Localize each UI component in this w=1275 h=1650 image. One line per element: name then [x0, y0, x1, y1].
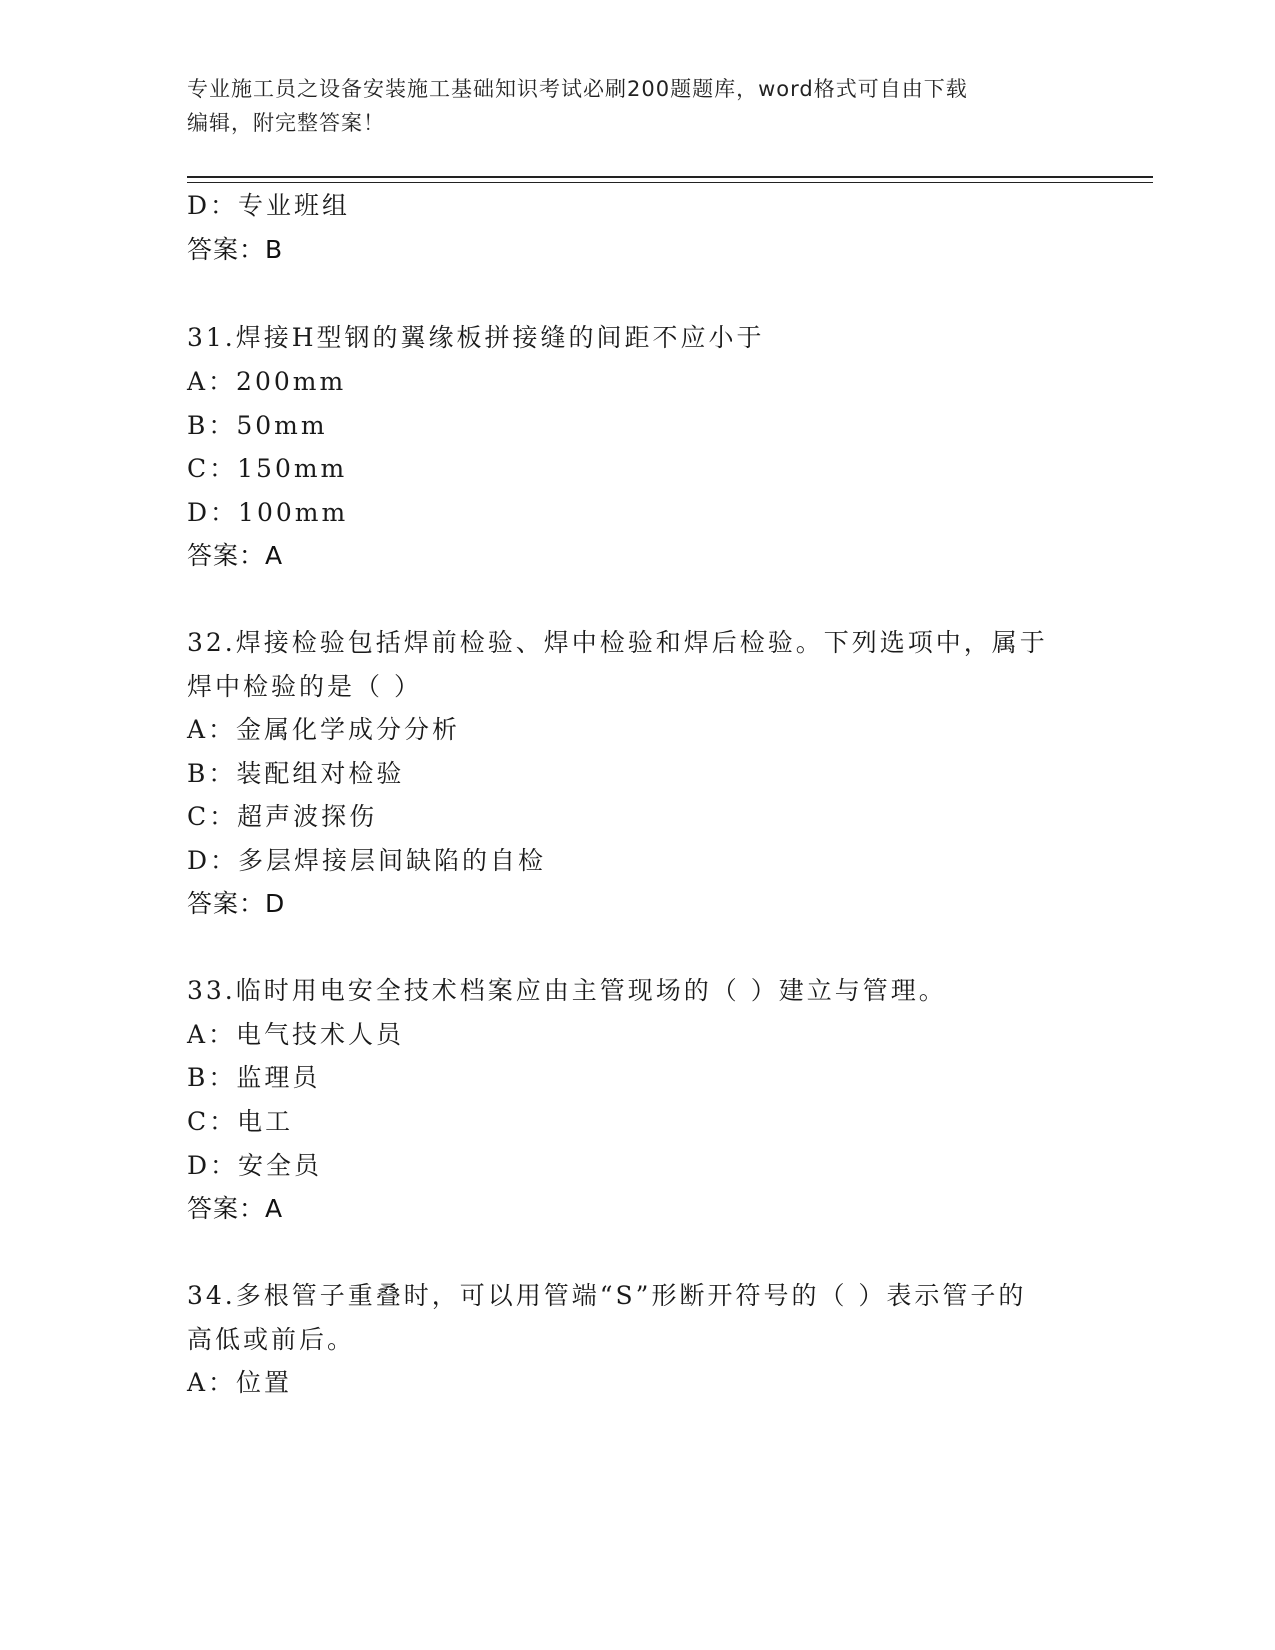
option-c: C：电工 — [187, 1107, 294, 1136]
question-stem-line-1: 32.焊接检验包括焊前检验、焊中检验和焊后检验。下列选项中，属于 — [187, 628, 1048, 657]
question-stem: 31.焊接H型钢的翼缘板拼接缝的间距不应小于 — [187, 323, 765, 352]
option-d: D：100mm — [187, 498, 349, 527]
question-stem-line-2: 高低或前后。 — [187, 1325, 356, 1354]
answer: 答案：D — [187, 889, 286, 918]
option-a: A：位置 — [187, 1368, 293, 1397]
option-c: C：超声波探伤 — [187, 802, 378, 831]
option-b: B：50mm — [187, 411, 328, 440]
answer: 答案：A — [187, 541, 284, 570]
option-a: A：电气技术人员 — [187, 1020, 405, 1049]
option-b: B：监理员 — [187, 1063, 321, 1092]
prev-option-d: D：专业班组 — [187, 191, 351, 220]
question-stem-line-1: 34.多根管子重叠时，可以用管端“S”形断开符号的（ ）表示管子的 — [187, 1281, 1027, 1310]
document-title — [187, 72, 1067, 140]
option-d: D：多层焊接层间缺陷的自检 — [187, 846, 547, 875]
document-title-line-1: 专业施工员之设备安装施工基础知识考试必刷200题题库，word格式可自由下载 — [187, 77, 968, 101]
document-title-line-2: 编辑，附完整答案！ — [187, 111, 385, 135]
option-d: D：安全员 — [187, 1151, 323, 1180]
question-stem: 33.临时用电安全技术档案应由主管现场的（ ）建立与管理。 — [187, 976, 947, 1005]
header-divider-thin — [187, 182, 1153, 183]
option-a: A：金属化学成分分析 — [187, 715, 461, 744]
question-stem-line-2: 焊中检验的是（ ） — [187, 672, 422, 701]
header-divider-thick — [187, 176, 1153, 178]
option-c: C：150mm — [187, 454, 348, 483]
answer: 答案：A — [187, 1194, 284, 1223]
prev-answer: 答案：B — [187, 235, 284, 264]
option-b: B：装配组对检验 — [187, 759, 405, 788]
option-a: A：200mm — [187, 367, 347, 396]
